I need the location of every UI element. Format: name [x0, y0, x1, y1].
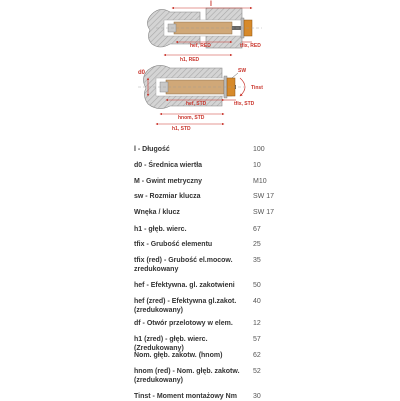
- spec-value: 62: [253, 352, 261, 359]
- spec-value: 57: [253, 336, 261, 343]
- spec-value: 52: [253, 368, 261, 375]
- spec-label: df - Otwór przelotowy w elem.: [134, 320, 233, 327]
- spec-value: 25: [253, 241, 261, 248]
- spec-label: d0 - Średnica wiertła: [134, 162, 203, 169]
- spec-value: 35: [253, 257, 261, 264]
- dim-label-hef-std: hef, STD: [186, 101, 207, 107]
- spec-label: hef - Efektywna. gl. zakotwieni: [134, 282, 235, 289]
- spec-value: 100: [253, 146, 265, 153]
- dim-label-hnom-std: hnom, STD: [178, 115, 205, 121]
- spec-label: Wnęka / klucz: [134, 209, 180, 216]
- dim-label-tfix-red: tfix, RED: [240, 43, 261, 49]
- spec-label: M - Gwint metryczny: [134, 178, 203, 185]
- dim-label-d0: d0: [138, 70, 146, 76]
- spec-value: 40: [253, 298, 261, 305]
- spec-label: sw - Rozmiar klucza: [134, 193, 201, 200]
- dim-label-hef-red: hef, RED: [190, 43, 211, 49]
- spec-value: SW 17: [253, 209, 275, 216]
- dim-label-h1-std: h1, STD: [172, 126, 191, 132]
- spec-value: M10: [253, 178, 267, 185]
- spec-label: tfix (red) - Grubość el.mocow. zredukowany: [134, 257, 233, 273]
- spec-value: 12: [253, 320, 261, 327]
- dim-label-tfix-std: tfix, STD: [234, 101, 255, 107]
- spec-label: hef (zred) - Efektywna gl.zakot. (zredukowany): [134, 298, 237, 314]
- spec-value: 50: [253, 282, 261, 289]
- spec-value: 30: [253, 393, 261, 400]
- spec-label: h1 (zred) - głęb. wierc. (Zredukowany): [134, 336, 208, 352]
- spec-label: h1 - głęb. wierc.: [134, 226, 187, 233]
- spec-label: Nom. głęb. zakotw. (hnom): [134, 352, 223, 359]
- spec-label: l - Długość: [134, 146, 170, 153]
- spec-value: 67: [253, 226, 261, 233]
- dim-label-h1-red: h1, RED: [180, 57, 200, 63]
- spec-value: SW 17: [253, 193, 275, 200]
- spec-value: 10: [253, 162, 261, 169]
- dim-label-l: l: [210, 1, 212, 8]
- spec-label: tfix - Grubość elementu: [134, 241, 213, 248]
- dim-label-sw: SW: [238, 68, 247, 74]
- spec-label: hnom (red) - Nom. głęb. zakotw. (zredukowany): [134, 368, 240, 384]
- spec-label: Tinst - Moment montażowy Nm: [134, 393, 237, 400]
- dim-label-tinst: Tinst: [251, 85, 263, 91]
